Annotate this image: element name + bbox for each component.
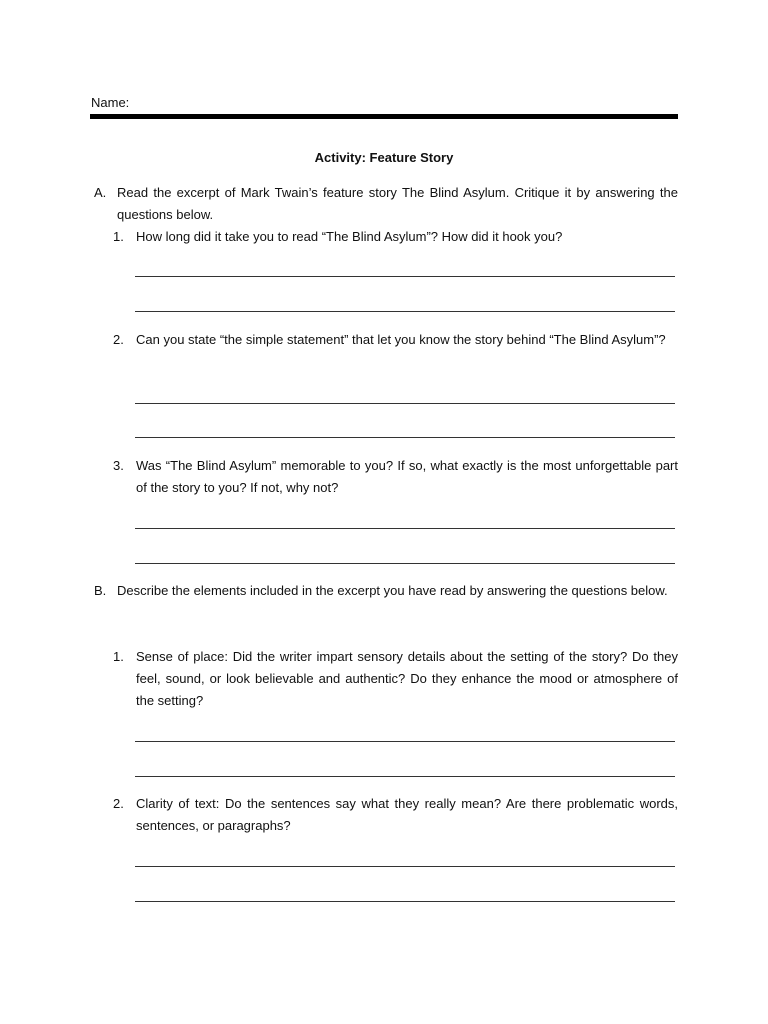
answer-line-b1-2[interactable] (135, 776, 675, 777)
question-a2-text: Can you state “the simple statement” that let you know the story behind “The Blind Asylum”? (136, 332, 666, 347)
section-a-instructions: Read the excerpt of Mark Twain’s feature story The Blind Asylum. Critique it by answering the questions below. (117, 185, 678, 222)
name-label: Name: (91, 95, 130, 110)
question-b1-number: 1. (113, 649, 124, 664)
answer-line-a3-2[interactable] (135, 563, 675, 564)
question-b2-number: 2. (113, 796, 124, 811)
question-a3-text: Was “The Blind Asylum” memorable to you? If so, what exactly is the most unforgettable part of the story to you? If not, why not? (136, 458, 678, 495)
answer-line-b2-1[interactable] (135, 866, 675, 867)
section-b-instructions: Describe the elements included in the excerpt you have read by answering the questions below. (117, 583, 668, 598)
section-a-letter: A. (94, 185, 107, 200)
question-a1-number: 1. (113, 229, 124, 244)
question-b2 (113, 793, 678, 837)
question-a2 (113, 329, 678, 351)
question-a3 (113, 455, 678, 499)
header-rule (90, 114, 678, 119)
section-a (90, 182, 678, 226)
question-a1 (113, 226, 678, 248)
question-a3-number: 3. (113, 458, 124, 473)
question-b1 (113, 646, 678, 712)
activity-title: Activity: Feature Story (314, 150, 454, 165)
answer-line-a1-2[interactable] (135, 311, 675, 312)
answer-line-a2-1[interactable] (135, 403, 675, 404)
question-b2-text: Clarity of text: Do the sentences say what they really mean? Are there problematic words, sentences, or paragraphs? (136, 796, 678, 833)
section-b (90, 580, 678, 602)
answer-line-a3-1[interactable] (135, 528, 675, 529)
answer-line-a1-1[interactable] (135, 276, 675, 277)
answer-line-b2-2[interactable] (135, 901, 675, 902)
question-a1-text: How long did it take you to read “The Blind Asylum”? How did it hook you? (136, 229, 563, 244)
answer-line-b1-1[interactable] (135, 741, 675, 742)
answer-line-a2-2[interactable] (135, 437, 675, 438)
question-b1-text: Sense of place: Did the writer impart sensory details about the setting of the story? Do they feel, sound, or look believable and authentic? Do they enhance the mood or atmosphere of the setting? (136, 649, 678, 708)
question-a2-number: 2. (113, 332, 124, 347)
section-b-letter: B. (94, 583, 107, 598)
